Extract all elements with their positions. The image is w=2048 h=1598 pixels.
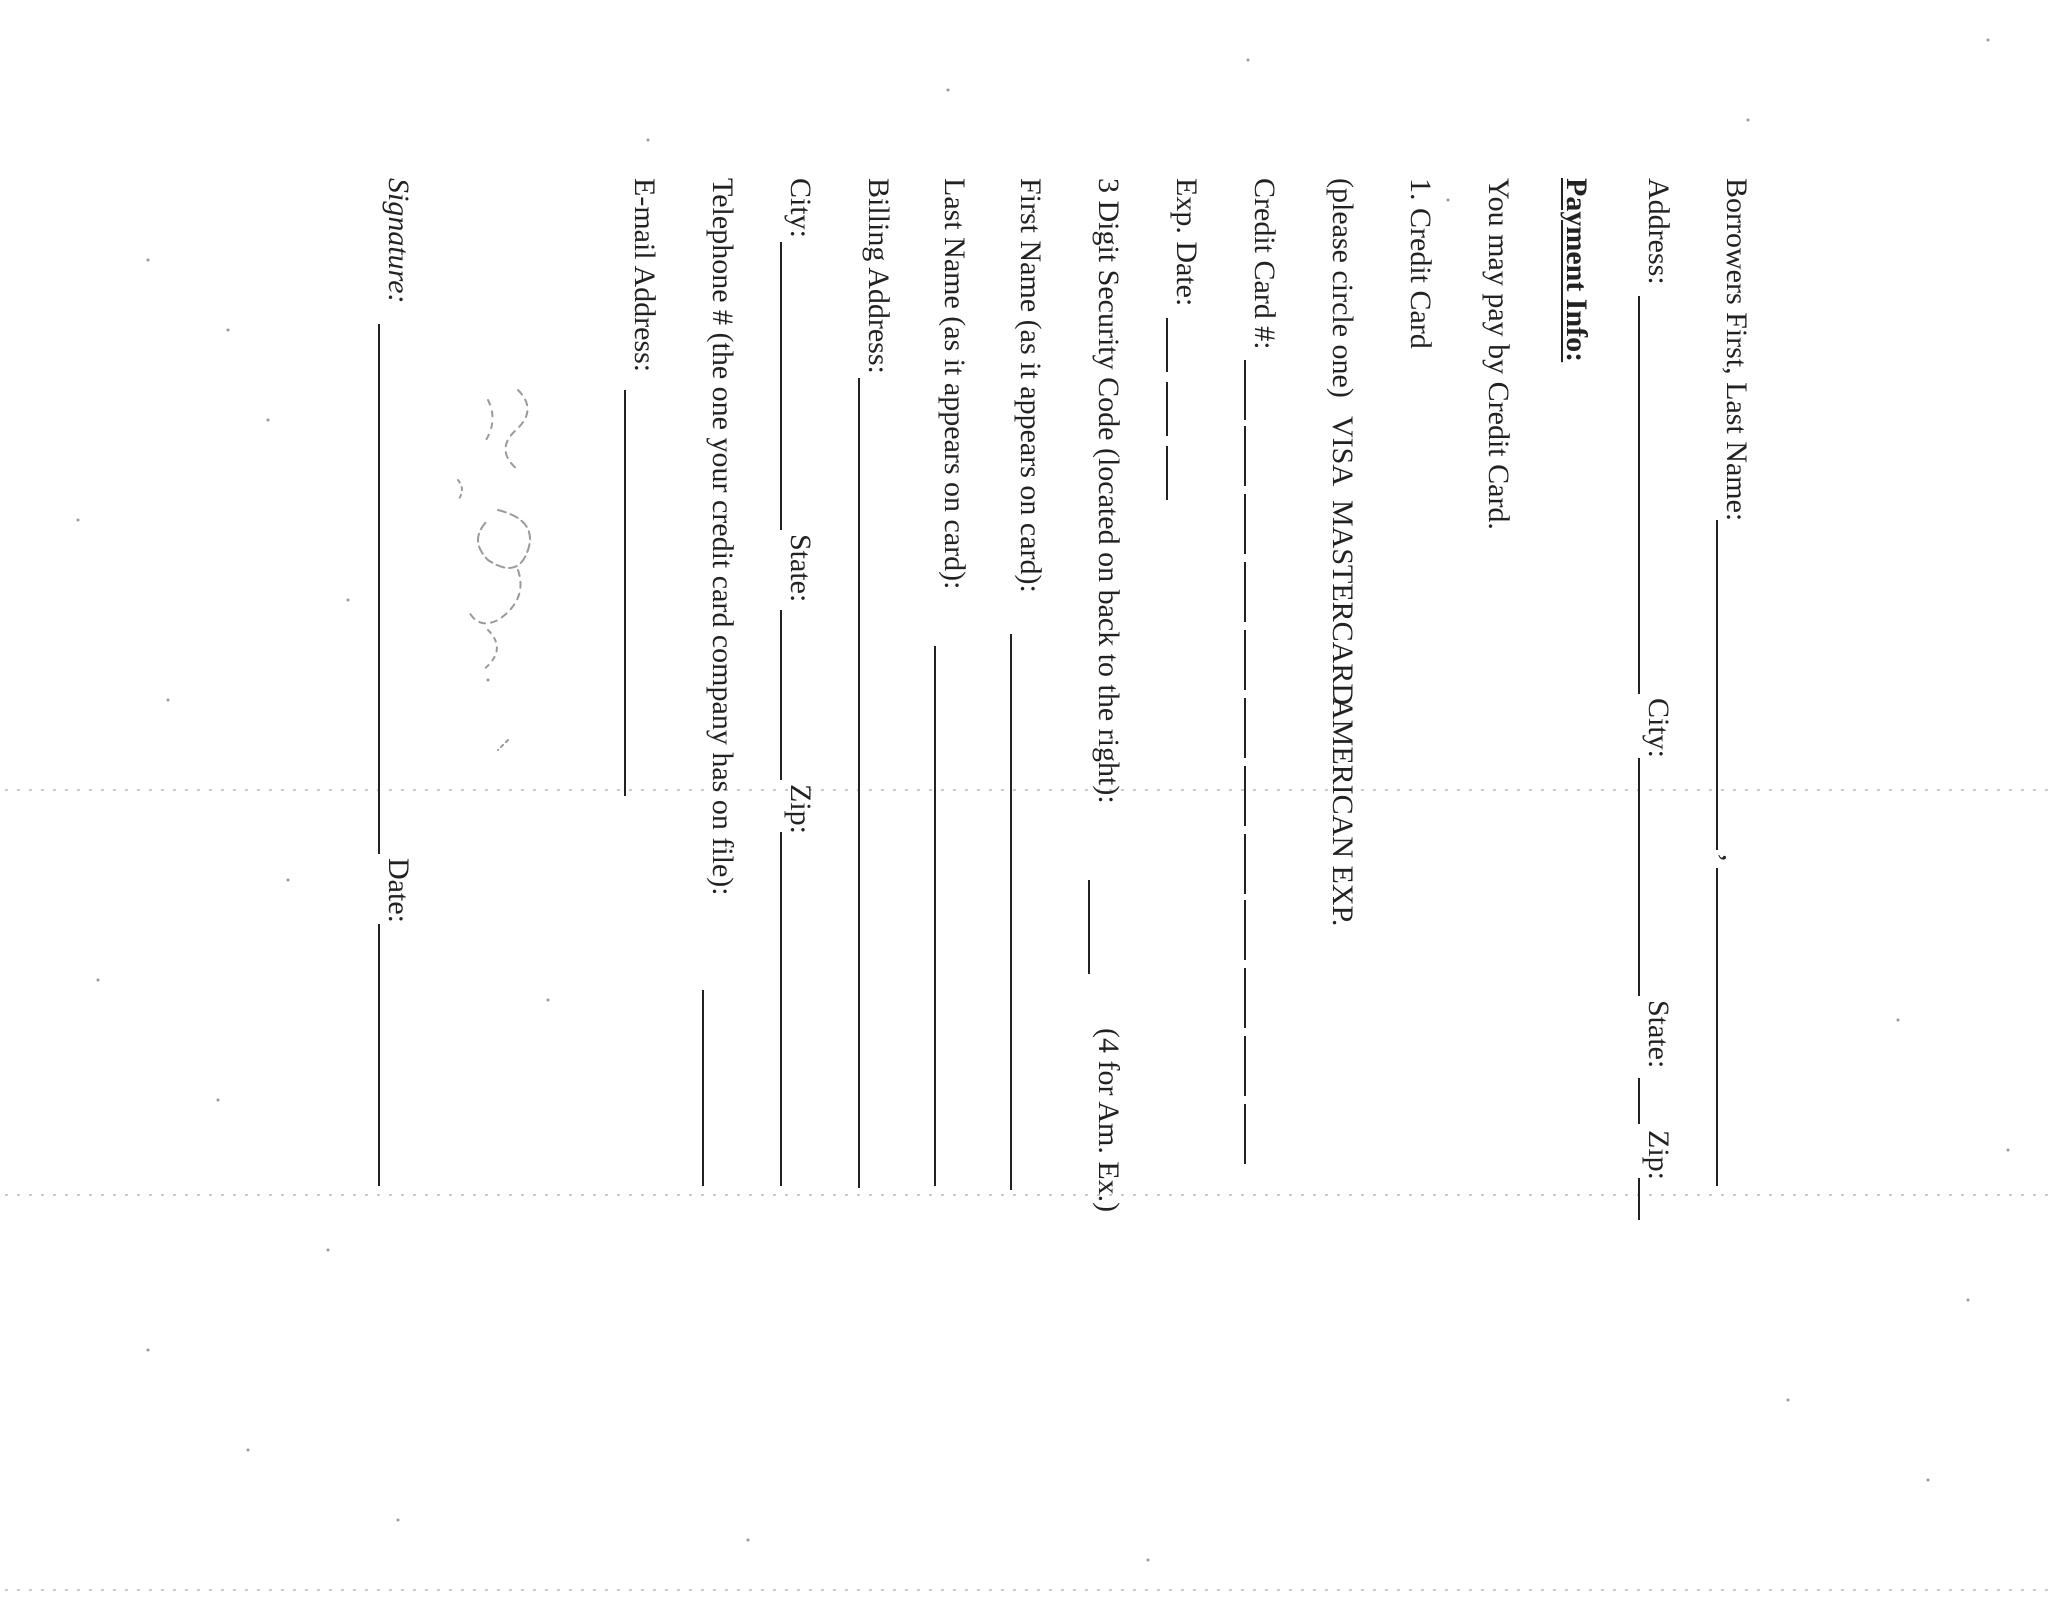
address-zip-field[interactable] [1638, 1178, 1640, 1220]
faint-scribble-mark [428, 380, 558, 780]
card-number-field-9[interactable] [1244, 900, 1246, 960]
signature-field[interactable] [378, 324, 380, 854]
security-code-note: (4 for Am. Ex.) [1092, 1028, 1125, 1213]
date-label: Date: [382, 858, 415, 923]
card-number-field-8[interactable] [1244, 834, 1246, 894]
card-number-field-12[interactable] [1244, 1104, 1246, 1164]
card-number-field-11[interactable] [1244, 1036, 1246, 1096]
card-number-field-3[interactable] [1244, 494, 1246, 554]
billing-state-field[interactable] [780, 610, 782, 780]
payment-heading: Payment Info: [1560, 178, 1593, 363]
exp-month-field[interactable] [1166, 318, 1168, 372]
payment-intro-row [1478, 178, 1518, 530]
billing-state-label: State: [784, 534, 817, 603]
billing-address-field[interactable] [858, 378, 860, 1188]
address-city-field[interactable] [1638, 758, 1640, 996]
card-number-label: Credit Card #: [1248, 178, 1281, 350]
security-code-label: 3 Digit Security Code (located on back to the right): [1092, 178, 1125, 804]
card-number-field-1[interactable] [1244, 360, 1246, 420]
card-number-field-6[interactable] [1244, 698, 1246, 758]
borrower-name-separator: , [1716, 854, 1749, 862]
borrower-name-label: Borrowers First, Last Name: [1720, 178, 1753, 522]
billing-address-label: Billing Address: [862, 178, 895, 374]
card-type-mastercard[interactable]: MASTERCARD [1326, 500, 1359, 706]
security-code-field[interactable] [1088, 880, 1090, 974]
email-field[interactable] [624, 390, 626, 796]
address-state-label: State: [1642, 1000, 1675, 1069]
last-name-label: Last Name (as it appears on card): [938, 178, 971, 590]
credit-card-option: 1. Credit Card [1404, 178, 1437, 349]
payment-heading-row [1556, 178, 1596, 362]
card-type-visa[interactable]: VISA [1326, 416, 1359, 487]
first-name-field[interactable] [1010, 634, 1012, 1190]
billing-city-label: City: [784, 178, 817, 239]
billing-zip-field[interactable] [780, 832, 782, 1186]
card-number-field-10[interactable] [1244, 968, 1246, 1028]
card-number-field-7[interactable] [1244, 766, 1246, 826]
exp-day-field[interactable] [1166, 382, 1168, 436]
credit-card-option-row [1400, 178, 1440, 349]
address-field[interactable] [1638, 296, 1640, 694]
payment-intro: You may pay by Credit Card. [1482, 178, 1515, 530]
circle-one-label: (please circle one) [1326, 178, 1359, 398]
last-name-field[interactable] [934, 646, 936, 1186]
email-label: E-mail Address: [628, 178, 661, 373]
borrower-last-name-field[interactable] [1716, 868, 1718, 1186]
exp-year-field[interactable] [1166, 446, 1168, 500]
card-number-field-5[interactable] [1244, 630, 1246, 690]
address-city-label: City: [1642, 698, 1675, 759]
card-number-field-4[interactable] [1244, 562, 1246, 622]
card-number-field-2[interactable] [1244, 426, 1246, 486]
borrower-first-name-field[interactable] [1716, 520, 1718, 850]
date-field[interactable] [378, 924, 380, 1186]
billing-zip-label: Zip: [784, 784, 817, 834]
telephone-field[interactable] [702, 990, 704, 1186]
address-state-field[interactable] [1638, 1078, 1640, 1124]
first-name-label: First Name (as it appears on card): [1014, 178, 1047, 593]
address-label: Address: [1642, 178, 1675, 285]
signature-label: Signature: [382, 178, 415, 304]
address-zip-label: Zip: [1642, 1130, 1675, 1180]
telephone-label: Telephone # (the one your credit card company has on file): [706, 178, 739, 896]
card-type-american-express[interactable]: AMERICAN EXP. [1326, 698, 1359, 927]
exp-date-label: Exp. Date: [1170, 178, 1203, 307]
billing-city-field[interactable] [780, 242, 782, 530]
